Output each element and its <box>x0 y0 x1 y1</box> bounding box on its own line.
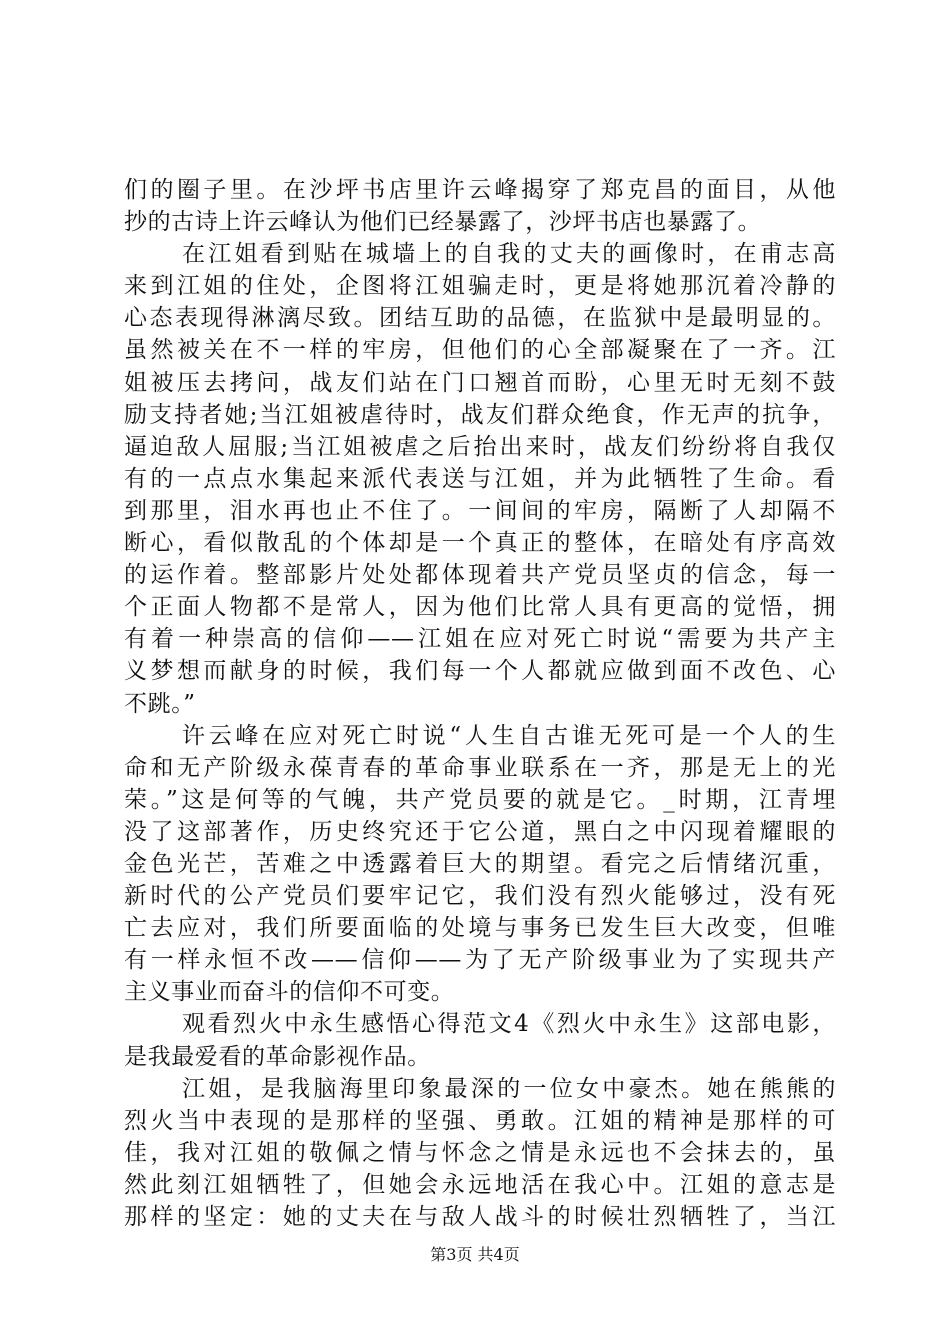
text-line: 断心，看似散乱的个体却是一个真正的整体，在暗处有序高效 <box>124 530 836 557</box>
text-line: 们的圈子里。在沙坪书店里许云峰揭穿了郑克昌的面目，从他 <box>124 177 836 203</box>
text-line: 江姐，是我脑海里印象最深的一位女中豪杰。她在熊熊的 <box>182 1075 836 1102</box>
text-line: 有一样永恒不改——信仰——为了无产阶级事业为了实现共产 <box>124 947 836 974</box>
text-line: 逼迫敌人屈服;当江姐被虐之后抬出来时，战友们纷纷将自我仅 <box>124 433 836 460</box>
text-line: 那样的坚定：她的丈夫在与敌人战斗的时候壮烈牺牲了，当江 <box>124 1204 836 1230</box>
text-line: 个正面人物都不是常人，因为他们比常人具有更高的觉悟，拥 <box>124 594 836 621</box>
text-line: 到那里，泪水再也止不住了。一间间的牢房，隔断了人却隔不 <box>124 497 836 524</box>
text-line: 然此刻江姐牺牲了，但她会永远地活在我心中。江姐的意志是 <box>124 1171 836 1198</box>
text-line: 烈火当中表现的是那样的坚强、勇敢。江姐的精神是那样的可 <box>124 1107 836 1134</box>
text-line: 亡去应对，我们所要面临的处境与事务已发生巨大改变，但唯 <box>124 915 836 942</box>
body-text <box>124 174 836 1233</box>
text-line: 是我最爱看的革命影视作品。 <box>124 1043 431 1070</box>
text-line: 许云峰在应对死亡时说“人生自古谁无死可是一个人的生 <box>182 722 836 749</box>
text-line: 的运作着。整部影片处处都体现着共产党员坚贞的信念，每一 <box>124 562 836 589</box>
text-line: 有的一点点水集起来派代表送与江姐，并为此牺牲了生命。看 <box>124 465 836 492</box>
text-line: 义梦想而献身的时候，我们每一个人都就应做到面不改色、心 <box>124 658 836 685</box>
text-line: 荣。”这是何等的气魄，共产党员要的就是它。_时期，江青埋 <box>124 786 836 813</box>
text-line: 心态表现得淋漓尽致。团结互助的品德，在监狱中是最明显的。 <box>124 305 836 332</box>
text-line: 金色光芒，苦难之中透露着巨大的期望。看完之后情绪沉重， <box>124 850 836 877</box>
text-line: 不跳。” <box>124 690 196 717</box>
text-line: 新时代的公产党员们要牢记它，我们没有烈火能够过，没有死 <box>124 883 836 910</box>
text-line: 没了这部著作，历史终究还于它公道，黑白之中闪现着耀眼的 <box>124 818 836 845</box>
text-line: 有着一种崇高的信仰——江姐在应对死亡时说“需要为共产主 <box>124 626 836 653</box>
text-line: 主义事业而奋斗的信仰不可变。 <box>124 979 455 1006</box>
text-line: 佳，我对江姐的敬佩之情与怀念之情是永远也不会抹去的，虽 <box>124 1139 836 1166</box>
text-line: 在江姐看到贴在城墙上的自我的丈夫的画像时，在甫志高 <box>182 241 836 268</box>
text-line: 抄的古诗上许云峰认为他们已经暴露了，沙坪书店也暴露了。 <box>124 209 762 236</box>
text-line: 姐被压去拷问，战友们站在门口翘首而盼，心里无时无刻不鼓 <box>124 369 836 396</box>
text-line: 来到江姐的住处，企图将江姐骗走时，更是将她那沉着冷静的 <box>124 273 836 300</box>
text-line: 命和无产阶级永葆青春的革命事业联系在一齐，那是无上的光 <box>124 754 836 781</box>
text-line: 观看烈火中永生感悟心得范文4《烈火中永生》这部电影， <box>182 1011 836 1038</box>
page-number-footer: 第3页 共4页 <box>430 1245 520 1264</box>
text-line: 励支持者她;当江姐被虐待时，战友们群众绝食，作无声的抗争， <box>124 401 836 428</box>
text-line: 虽然被关在不一样的牢房，但他们的心全部凝聚在了一齐。江 <box>124 337 836 364</box>
